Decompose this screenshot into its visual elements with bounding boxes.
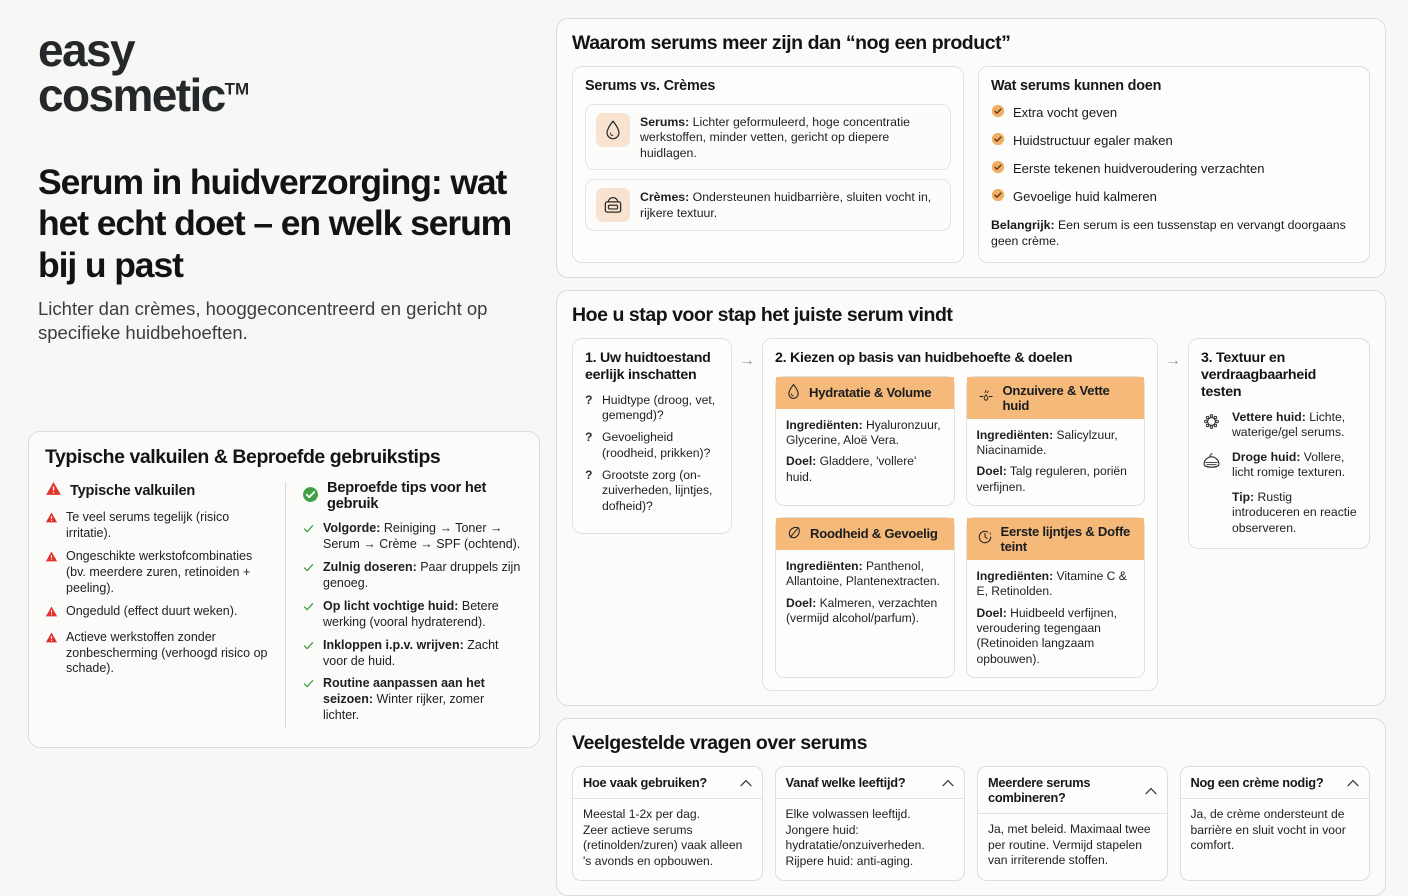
question-mark-icon: ? [585,392,593,407]
comparison-label: Crèmes: [640,190,690,205]
benefit-text: Extra vocht geven [1013,105,1118,120]
cream-jar-icon [596,188,630,222]
ingredients-text: Salicylzuur, Niacinamide. [976,427,1118,457]
comparison-body: Lichter geformuleerd, hoge concentratie werkstoffen, minder vetten, gericht op diepere huidlagen. [640,115,911,160]
category-goal [977,606,1135,667]
tip-label: Volgorde: [323,521,381,536]
texture-body: Vollere, licht romige texturen. [1232,449,1346,480]
faq-card-2[interactable] [775,766,966,881]
spacer [28,345,540,431]
faq-panel [556,718,1386,896]
leaf-icon [786,524,802,544]
benefits-card [978,66,1370,263]
faq-card-1[interactable] [572,766,763,881]
texture-label: Vettere huid: [1232,409,1306,424]
category-ingredients [786,418,944,449]
pitfall-text: Te veel serums tegelijk (risico irritatie). [66,510,230,541]
list-item [45,510,271,542]
warning-triangle-icon [45,604,59,623]
faq-card-3[interactable] [977,766,1168,881]
faq-answer: Ja, de crème ondersteunt de barrière en sluit vocht in voor comfort. [1190,807,1346,853]
faq-question-toggle[interactable] [776,767,965,799]
category-body [967,419,1145,505]
step-1-questions [585,393,719,515]
page-subtitle: Lichter dan crèmes, hooggeconcentreerd en gericht op specifieke huidbehoeften. [38,297,488,344]
check-icon [302,638,316,670]
why-panel-title: Waarom serums meer zijn dan “nog een product” [572,32,1011,54]
goal-label: Doel: [976,464,1007,479]
goal-label: Doel: [976,605,1007,620]
tip-text [323,521,523,553]
steps-row [572,338,1370,691]
cream-dollop-icon [1201,450,1223,481]
check-icon [302,560,316,592]
tips-list [302,521,523,724]
check-circle-icon [991,188,1005,207]
chevron-up-icon[interactable] [942,775,954,790]
check-circle-icon [991,132,1005,151]
ingredients-label: Ingrediënten: [786,558,863,573]
tip-body: Winter rijker, zomer lichter. [323,692,485,723]
list-item [302,676,523,724]
important-note [991,218,1357,250]
important-note-label: Belangrijk: [991,217,1055,232]
goal-text: Kalmeren, verzachten (vermijd alcohol/parfum). [786,595,938,625]
comparison-row-serums [585,104,951,170]
ingredients-label: Ingrediënten: [786,417,863,432]
ingredients-label: Ingrediënten: [976,427,1054,442]
list-item [991,188,1357,207]
page-title: Serum in huidverzorging: wat het echt doet – en welk serum bij u past [38,162,512,285]
check-circle-icon [302,486,319,507]
category-ingredients [786,559,944,590]
goal-text: Gladdere, 'vollere' huid. [786,454,917,484]
faq-panel-title: Veelgestelde vragen over serums [572,732,867,754]
faq-question-text: Meerdere serums combineren? [988,775,1091,805]
bubbles-icon [1201,410,1223,441]
list-item [1201,450,1357,481]
oil-drop-cross-icon [977,388,995,408]
tips-heading [302,480,523,512]
tip-label: Zulnig doseren: [323,560,417,575]
check-circle-icon [991,160,1005,179]
list-item [302,599,523,631]
tip-body: Reiniging → Toner → Serum → Crème → SPF (ochtend). [323,521,521,552]
question-mark-icon: ? [585,468,593,483]
pitfalls-panel-title: Typische valkuilen & Beproefde gebruikstips [45,446,441,469]
ingredients-label: Ingrediënten: [976,568,1054,583]
texture-tip [1201,490,1357,536]
faq-card-4[interactable] [1180,766,1371,881]
tip-label: Tip: [1232,489,1255,504]
list-item [302,638,523,670]
question-mark-icon: ? [585,430,593,445]
check-circle-icon [991,104,1005,123]
tip-body: Betere werking (vooral hydraterend). [323,598,499,629]
right-column [556,18,1386,869]
category-card-onzuivere [966,376,1146,506]
category-goal [786,454,944,485]
faq-question-text: Vanaf welke leeftijd? [785,775,906,790]
step-2-card [762,338,1158,691]
pitfalls-heading-label: Typische valkuilen [70,482,196,499]
texture-label: Droge huid: [1232,449,1301,464]
brand-line-2: cosmetic™ [38,69,250,122]
check-icon [302,599,316,631]
chevron-up-icon[interactable] [1145,783,1157,798]
faq-question-text: Hoe vaak gebruiken? [583,775,707,790]
pitfalls-column [45,480,285,731]
category-header [776,518,954,550]
comparison-body: Ondersteunen huidbarrière, sluiten vocht in, rijkere textuur. [640,190,932,220]
clock-icon [977,529,993,548]
faq-answer: Elke volwassen leeftijd. Jongere huid: hydratatie/onzuiverheden. Rijpere huid: anti-aging. [785,807,925,869]
faq-answer: Ja, met beleid. Maximaal twee per routine. Vermijd stapelen van irriterende stoffen. [988,822,1151,868]
texture-list [1201,410,1357,481]
ingredients-text: Hyaluronzuur, Glycerine, Aloë Vera. [786,417,941,447]
category-title: Roodheid & Gevoelig [810,526,938,542]
benefits-list [991,104,1357,207]
tip-text: Rustig introduceren en reactie observeren. [1232,489,1357,535]
benefits-title: Wat serums kunnen doen [991,78,1162,94]
category-goal [786,596,944,627]
pitfalls-heading [45,480,271,501]
goal-label: Doel: [786,454,817,469]
tip-text [323,676,523,724]
tip-text [323,638,523,670]
tips-heading-label: Beproefde tips voor het gebruik [327,480,487,513]
important-note-text: Een serum is een tussenstap en vervangt doorgaans geen crème. [991,217,1346,248]
category-header [776,377,954,409]
step-3-title: 3. Textuur en verdraagbaarheid testen [1201,349,1317,400]
category-body [776,409,954,495]
benefit-text: Eerste tekenen huidveroudering verzachten [1013,160,1265,176]
step-3-card [1188,338,1370,549]
pitfalls-list [45,510,271,677]
tip-text [323,560,523,592]
warning-triangle-icon [45,549,59,597]
tip-label: Op licht vochtige huid: [323,598,459,613]
pitfalls-columns [45,480,523,731]
list-item [991,160,1357,179]
list-item [585,393,719,424]
category-header [967,518,1145,560]
category-title: Eerste lijntjes & Doffe teint [1000,523,1131,554]
serums-vs-cremes-card [572,66,964,263]
question-text: Gevoeligheid (roodheid, prikken)? [602,430,711,460]
serums-vs-cremes-title: Serums vs. Crèmes [585,78,716,94]
step-1-card [572,338,732,535]
list-item [585,468,719,514]
chevron-up-icon[interactable] [1347,775,1359,790]
comparison-text [640,113,940,161]
faq-answer: Meestal 1-2x per dag. Zeer actieve serums (retinolden/zuren) vaak alleen 's avonds en opbouwen. [583,807,743,869]
comparison-text [640,188,940,221]
list-item [45,549,271,597]
list-item [45,604,271,623]
category-body [967,560,1145,677]
benefit-text: Gevoelige huid kalmeren [1013,188,1157,204]
category-goal [977,464,1135,495]
step-1-title: 1. Uw huidtoestand eerlijk inschatten [585,349,711,383]
faq-question-toggle[interactable] [978,767,1167,814]
category-card-hydratatie [775,376,955,506]
step-2-title: 2. Kiezen op basis van huidbehoefte & doelen [775,349,1073,366]
droplet-icon [596,113,630,147]
arrow-step2-to-step3: → [1165,351,1181,369]
why-serums-panel [556,18,1386,278]
category-card-roodheid [775,517,955,678]
comparison-row-cremes [585,179,951,231]
list-item [585,430,719,461]
pitfall-text: Ongeschikte werkstofcombinaties (bv. meerdere zuren, retinoiden + peeling). [66,549,253,595]
question-text: Grootste zorg (on-zuiverheden, lijntjes, dofheid)? [602,468,713,513]
steps-panel-title: Hoe u stap voor stap het juiste serum vindt [572,303,953,326]
category-grid [775,376,1145,678]
texture-text [1232,410,1357,441]
arrow-step1-to-step2: → [739,351,755,369]
category-title: Hydratatie & Volume [809,385,932,401]
list-item [45,630,271,678]
tip-body: Zacht voor de huid. [323,637,499,668]
goal-label: Doel: [786,595,817,610]
warning-triangle-icon [45,510,59,542]
pitfall-text: Ongeduld (effect duurt weken). [66,603,238,618]
category-header [967,377,1145,419]
warning-triangle-icon [45,480,62,501]
faq-question-toggle[interactable] [1181,767,1370,799]
brand-line-1: easy [38,24,134,76]
texture-body: Lichte, waterige/gel serums. [1232,409,1346,440]
category-ingredients [977,428,1135,459]
droplet-icon [786,383,801,403]
question-text: Huidtype (droog, vet, gemengd)? [602,392,716,422]
faq-question-text: Nog een crème nodig? [1190,775,1324,790]
list-item [302,521,523,553]
tip-body: Paar druppels zijn genoeg. [323,560,521,590]
goal-text: Talg reguleren, poriën verfijnen. [976,464,1127,494]
pitfall-text: Actieve werkstoffen zonder zonbescherming (verhoogd risico op schade). [66,629,268,676]
category-title: Onzuivere & Vette huid [1002,382,1110,413]
ingredients-text: Vitamine C & E, Retinolden. [976,568,1127,599]
list-item [302,560,523,592]
tip-label: Inkloppen i.p.v. wrijven: [323,637,464,652]
trademark-symbol: TM [224,79,250,99]
texture-text [1232,450,1357,481]
category-card-lijntjes [966,517,1146,678]
tip-label: Routine aanpassen aan het seizoen: [323,676,485,707]
list-item [991,132,1357,151]
list-item [991,104,1357,123]
list-item [1201,410,1357,441]
check-icon [302,676,316,724]
ingredients-text: Panthenol, Allantoine, Plantenextracten. [786,558,940,589]
comparison-label: Serums: [640,115,690,129]
goal-text: Huidbeeld verfijnen, veroudering tegengaan (Retinoiden langzaam opbouwen). [976,605,1117,666]
brand-logo [38,24,540,122]
chevron-up-icon[interactable] [740,775,752,790]
why-grid [572,66,1370,263]
left-column [28,18,540,748]
check-icon [302,521,316,553]
steps-panel [556,290,1386,706]
faq-row [572,766,1370,881]
tip-text [323,599,523,631]
pitfalls-and-tips-panel [28,431,540,748]
faq-question-toggle[interactable] [573,767,762,799]
benefit-text: Huidstructuur egaler maken [1013,132,1173,148]
category-ingredients [977,569,1135,600]
warning-triangle-icon [45,630,59,678]
category-body [776,550,954,636]
tips-column [286,480,523,731]
